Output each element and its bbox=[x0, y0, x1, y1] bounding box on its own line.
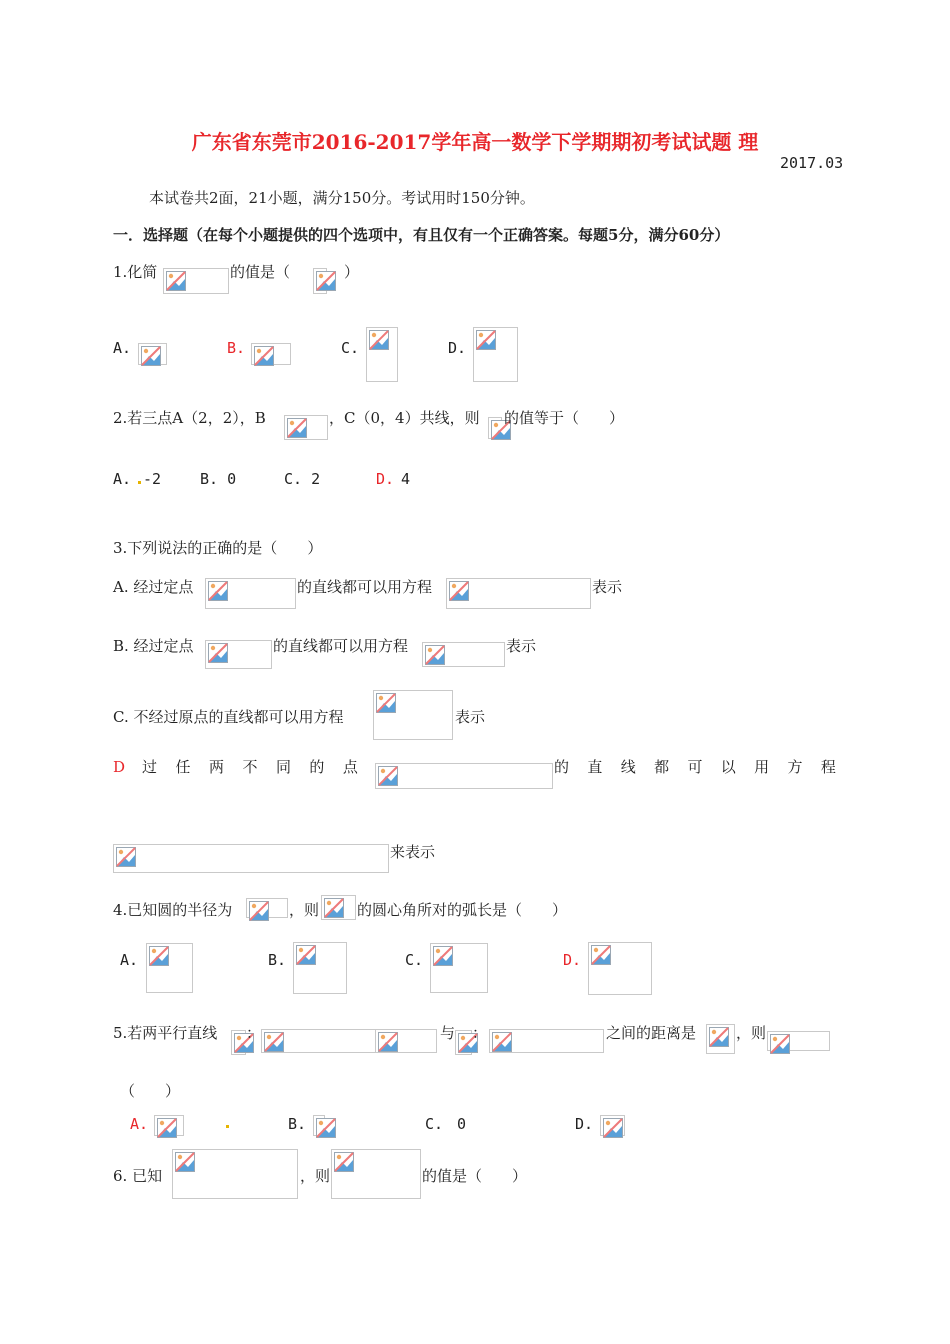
q5-line1-name-image bbox=[231, 1030, 246, 1055]
q1-option-d-label: D. bbox=[448, 339, 467, 357]
q1-stem-mid: 的值是（ bbox=[230, 263, 291, 281]
broken-image-icon bbox=[591, 945, 611, 969]
q5-option-c-value: 0 bbox=[457, 1115, 467, 1133]
q4-option-a-label: A. bbox=[120, 951, 139, 969]
q5-stem-then: ，则 bbox=[736, 1024, 767, 1042]
q5-option-a-image bbox=[154, 1115, 184, 1136]
q3-d-word: 的 bbox=[554, 758, 570, 776]
broken-image-icon bbox=[296, 945, 316, 969]
q5-line1-equation-image bbox=[261, 1029, 376, 1053]
page-title: 广东省东莞市2016-2017学年高一数学下学期期初考试试题 理 bbox=[191, 130, 759, 154]
q3-a-equation-image bbox=[446, 578, 591, 609]
q3-d-word: 以 bbox=[720, 758, 736, 776]
q2-stem-suffix: 的值等于（ ） bbox=[504, 409, 625, 427]
q3-a-point-image bbox=[205, 578, 296, 609]
broken-image-icon bbox=[770, 1034, 790, 1058]
q2-option-a-label: A. bbox=[113, 470, 132, 488]
q2-option-b: B. 0 bbox=[200, 470, 237, 488]
q6-stem-suffix: 的值是（ ） bbox=[422, 1167, 528, 1185]
q3-d-word: 两 bbox=[208, 758, 224, 776]
q4-option-b-image bbox=[293, 942, 347, 994]
broken-image-icon bbox=[433, 946, 453, 970]
q3-d-word: 方 bbox=[787, 758, 803, 776]
q3-c-suffix: 表示 bbox=[455, 708, 486, 726]
q1-option-d-image bbox=[473, 327, 518, 382]
q5-stem-prefix: 5.若两平行直线 bbox=[113, 1024, 218, 1042]
q3-d-word: 任 bbox=[175, 758, 191, 776]
q2-stem-mid: ，C（0，4）共线，则 bbox=[329, 409, 480, 427]
q5-expression-image bbox=[767, 1031, 830, 1051]
q5-option-b-label: B. bbox=[288, 1115, 307, 1133]
q3-d-word: 可 bbox=[687, 758, 703, 776]
q5-answer-paren: （ ） bbox=[120, 1082, 181, 1100]
q4-option-c-label: C. bbox=[405, 951, 424, 969]
q2-option-d-value: 4 bbox=[401, 470, 411, 488]
q3-c-prefix: C. 不经过原点的直线都可以用方程 bbox=[113, 708, 344, 726]
q3-b-mid: 的直线都可以用方程 bbox=[273, 637, 409, 655]
q6-expression-image bbox=[331, 1149, 421, 1199]
q3-b-equation-image bbox=[422, 642, 505, 667]
q3-d-words-left bbox=[142, 757, 358, 777]
q1-blank-image bbox=[313, 268, 327, 294]
q2-option-a-value: -2 bbox=[143, 470, 162, 488]
q3-stem: 3.下列说法的正确的是（ ） bbox=[113, 539, 323, 557]
q2-option-c: C. 2 bbox=[284, 470, 321, 488]
q2-variable-image bbox=[488, 417, 502, 439]
q5-option-a-label: A. bbox=[130, 1115, 149, 1133]
broken-image-icon bbox=[378, 1032, 398, 1056]
q5-distance-image bbox=[706, 1024, 735, 1054]
q3-b-prefix: B. 经过定点 bbox=[113, 637, 194, 655]
broken-image-icon bbox=[476, 330, 496, 354]
q4-stem-suffix: 的圆心角所对的弧长是（ ） bbox=[357, 901, 568, 919]
q1-option-b-label: B. bbox=[227, 339, 246, 357]
q1-option-c-image bbox=[366, 327, 398, 382]
broken-image-icon bbox=[264, 1032, 284, 1056]
q4-radius-image bbox=[246, 898, 288, 918]
q5-line2-equation-image bbox=[489, 1029, 604, 1053]
q3-d-words-right bbox=[554, 757, 836, 777]
exam-intro: 本试卷共2面，21小题，满分150分。考试用时150分钟。 bbox=[149, 189, 535, 207]
q1-stem-suffix: ） bbox=[344, 263, 360, 281]
broken-image-icon bbox=[149, 946, 169, 970]
q3-d-word: 都 bbox=[654, 758, 670, 776]
broken-image-icon bbox=[208, 643, 228, 667]
q4-option-a-image bbox=[146, 943, 193, 993]
q4-option-d-image bbox=[588, 942, 652, 995]
q5-option-d-image bbox=[600, 1115, 625, 1136]
broken-image-icon bbox=[141, 346, 161, 370]
q6-stem-prefix: 6. 已知 bbox=[113, 1167, 163, 1185]
broken-image-icon bbox=[492, 1032, 512, 1056]
broken-image-icon bbox=[334, 1152, 354, 1176]
q2-option-d-label: D. bbox=[376, 470, 395, 488]
q4-stem-prefix: 4.已知圆的半径为 bbox=[113, 901, 233, 919]
q1-option-c-label: C. bbox=[341, 339, 360, 357]
q3-d-suffix: 来表示 bbox=[390, 843, 436, 861]
q5-colon-2: ： bbox=[472, 1024, 488, 1042]
broken-image-icon bbox=[116, 847, 136, 871]
q5-colon-1: ： bbox=[246, 1024, 262, 1042]
broken-image-icon bbox=[449, 581, 469, 605]
q2-point-b-image bbox=[284, 415, 328, 440]
q3-d-word: 的 bbox=[309, 758, 325, 776]
q4-option-d-label: D. bbox=[563, 951, 582, 969]
q3-d-word: 直 bbox=[587, 758, 603, 776]
q3-d-equation-image bbox=[113, 844, 389, 873]
q4-stem-mid: ，则 bbox=[289, 901, 320, 919]
q3-d-word: 同 bbox=[275, 758, 291, 776]
q3-d-word: 不 bbox=[242, 758, 258, 776]
q1-expression-image bbox=[163, 268, 229, 294]
broken-image-icon bbox=[157, 1118, 177, 1142]
q2-stem-prefix: 2.若三点A（2，2），B bbox=[113, 409, 266, 427]
q5-line2-name-image bbox=[455, 1030, 472, 1055]
broken-image-icon bbox=[287, 418, 307, 442]
broken-image-icon bbox=[376, 693, 396, 717]
q1-option-a-label: A. bbox=[113, 339, 132, 357]
broken-image-icon bbox=[425, 645, 445, 669]
q1-option-b-image bbox=[251, 343, 291, 365]
q5-stem-distance: 之间的距离是 bbox=[606, 1024, 697, 1042]
q3-b-suffix: 表示 bbox=[506, 637, 537, 655]
q6-given-image bbox=[172, 1149, 298, 1199]
q3-d-word: 线 bbox=[620, 758, 636, 776]
q5-stem-and: 与 bbox=[440, 1024, 456, 1042]
broken-image-icon bbox=[709, 1027, 729, 1051]
q2-option-a-mark bbox=[138, 481, 141, 484]
broken-image-icon bbox=[166, 271, 186, 295]
q3-b-point-image bbox=[205, 640, 272, 669]
broken-image-icon bbox=[254, 346, 274, 370]
broken-image-icon bbox=[369, 330, 389, 354]
q3-a-mid: 的直线都可以用方程 bbox=[297, 578, 433, 596]
q5-option-d-label: D. bbox=[575, 1115, 594, 1133]
broken-image-icon bbox=[208, 581, 228, 605]
q5-option-a-mark bbox=[226, 1125, 229, 1128]
q4-angle-image bbox=[321, 895, 356, 920]
q1-option-a-image bbox=[138, 343, 167, 365]
broken-image-icon bbox=[603, 1118, 623, 1142]
q3-a-suffix: 表示 bbox=[592, 578, 623, 596]
q3-d-points-image bbox=[375, 763, 553, 789]
broken-image-icon bbox=[249, 901, 269, 925]
q3-d-word: 用 bbox=[754, 758, 770, 776]
q5-line1-equation-image-2 bbox=[375, 1029, 437, 1053]
q3-d-word: 过 bbox=[142, 758, 158, 776]
q3-c-equation-image bbox=[373, 690, 453, 740]
q1-stem-prefix: 1.化简 bbox=[113, 263, 158, 281]
q6-stem-mid: ，则 bbox=[300, 1167, 331, 1185]
broken-image-icon bbox=[316, 1118, 336, 1142]
q5-option-b-image bbox=[313, 1115, 325, 1136]
broken-image-icon bbox=[324, 898, 344, 922]
q3-a-prefix: A. 经过定点 bbox=[113, 578, 194, 596]
q3-d-label: D bbox=[113, 758, 126, 776]
exam-date: 2017.03 bbox=[780, 154, 844, 172]
q3-d-word: 点 bbox=[342, 758, 358, 776]
broken-image-icon bbox=[378, 766, 398, 790]
broken-image-icon bbox=[316, 271, 336, 295]
q3-d-word: 程 bbox=[820, 758, 836, 776]
q4-option-b-label: B. bbox=[268, 951, 287, 969]
q5-option-c-label: C. bbox=[425, 1115, 444, 1133]
broken-image-icon bbox=[175, 1152, 195, 1176]
section-heading: 一．选择题（在每个小题提供的四个选项中，有且仅有一个正确答案。每题5分，满分60分） bbox=[113, 226, 730, 244]
q4-option-c-image bbox=[430, 943, 488, 993]
